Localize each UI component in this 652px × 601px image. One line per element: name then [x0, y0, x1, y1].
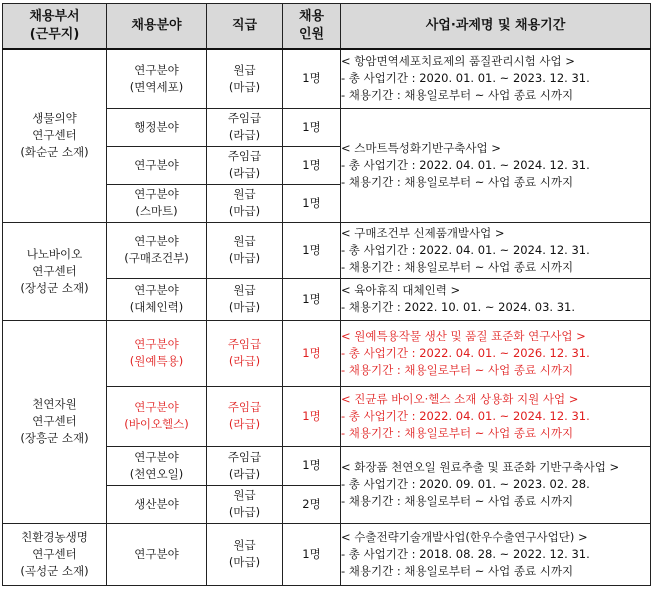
grade-cell: 원급 (마급): [207, 278, 283, 320]
field-cell: 연구분야 (천연오일): [107, 446, 207, 485]
field-cell: 생산분야: [107, 485, 207, 523]
field-cell: 연구분야 (스마트): [107, 184, 207, 222]
table-row: [3, 523, 651, 585]
project-cell: < 화장품 천연오일 원료추출 및 표준화 기반구축사업 > - 총 사업기간 : 2020. 09. 01. ~ 2023. 02. 28. - 채용기간 : 채용일로부터 ~ 사업 종료 시까지: [341, 446, 651, 523]
count-cell: 1명: [283, 523, 341, 585]
project-cell: < 스마트특성화기반구축사업 > - 총 사업기간 : 2022. 04. 01. ~ 2024. 12. 31. - 채용기간 : 채용일로부터 ~ 사업 종료 시까지: [341, 108, 651, 222]
count-cell: 2명: [283, 485, 341, 523]
field-cell: 연구분야 (대체인력): [107, 278, 207, 320]
count-cell: 1명: [283, 222, 341, 278]
table-row: [3, 320, 651, 386]
grade-cell: 주임급 (라급): [207, 386, 283, 446]
grade-cell: 원급 (마급): [207, 49, 283, 108]
grade-cell: 원급 (마급): [207, 523, 283, 585]
table-row: [3, 49, 651, 108]
project-cell: < 수출전략기술개발사업(한우수출연구사업단) > - 총 사업기간 : 2018. 08. 28. ~ 2022. 12. 31. - 채용기간 : 채용일로부터 ~ 사업 종료 시까지: [341, 523, 651, 585]
dept-cell-nanobio: 나노바이오 연구센터 (장성군 소재): [3, 222, 107, 320]
count-cell: 1명: [283, 386, 341, 446]
count-cell: 1명: [283, 49, 341, 108]
header-grade: 직급: [207, 4, 283, 50]
field-cell: 연구분야 (바이오헬스): [107, 386, 207, 446]
grade-cell: 원급 (마급): [207, 222, 283, 278]
grade-cell: 주임급 (라급): [207, 108, 283, 146]
dept-cell-natural: 천연자원 연구센터 (장흥군 소재): [3, 320, 107, 523]
count-cell: 1명: [283, 278, 341, 320]
field-cell: 행정분야: [107, 108, 207, 146]
count-cell: 1명: [283, 146, 341, 184]
grade-cell: 원급 (마급): [207, 485, 283, 523]
project-cell: < 육아휴직 대체인력 > - 채용기간 : 2022. 10. 01. ~ 2024. 03. 31.: [341, 278, 651, 320]
field-cell: 연구분야 (구매조건부): [107, 222, 207, 278]
grade-cell: 주임급 (라급): [207, 146, 283, 184]
header-row: [3, 4, 651, 50]
project-cell: < 원예특용작물 생산 및 품질 표준화 연구사업 > - 총 사업기간 : 2022. 04. 01. ~ 2026. 12. 31. - 채용기간 : 채용일로부터 ~ 사업 종료 시까지: [341, 320, 651, 386]
header-project: 사업·과제명 및 채용기간: [341, 4, 651, 50]
recruitment-table: [2, 3, 651, 586]
count-cell: 1명: [283, 108, 341, 146]
grade-cell: 주임급 (라급): [207, 446, 283, 485]
project-cell: < 구매조건부 신제품개발사업 > - 총 사업기간 : 2022. 04. 01. ~ 2024. 12. 31. - 채용기간 : 채용일로부터 ~ 사업 종료 시까지: [341, 222, 651, 278]
field-cell: 연구분야: [107, 523, 207, 585]
grade-cell: 원급 (마급): [207, 184, 283, 222]
count-cell: 1명: [283, 184, 341, 222]
field-cell: 연구분야 (원예특용): [107, 320, 207, 386]
header-field: 채용분야: [107, 4, 207, 50]
field-cell: 연구분야: [107, 146, 207, 184]
field-cell: 연구분야 (면역세포): [107, 49, 207, 108]
count-cell: 1명: [283, 446, 341, 485]
project-cell: < 진균류 바이오·헬스 소재 상용화 지원 사업 > - 총 사업기간 : 2022. 04. 01. ~ 2024. 12. 31. - 채용기간 : 채용일로부터 ~ 사업 종료 시까지: [341, 386, 651, 446]
count-cell: 1명: [283, 320, 341, 386]
header-count: 채용 인원: [283, 4, 341, 50]
table-row: [3, 222, 651, 278]
header-dept: 채용부서 (근무지): [3, 4, 107, 50]
dept-cell-bio: 생물의약 연구센터 (화순군 소재): [3, 49, 107, 222]
dept-cell-eco: 친환경농생명 연구센터 (곡성군 소재): [3, 523, 107, 585]
project-cell: < 항암면역세포치료제의 품질관리시험 사업 > - 총 사업기간 : 2020. 01. 01. ~ 2023. 12. 31. - 채용기간 : 채용일로부터 ~ 사업 종료 시까지: [341, 49, 651, 108]
grade-cell: 주임급 (라급): [207, 320, 283, 386]
